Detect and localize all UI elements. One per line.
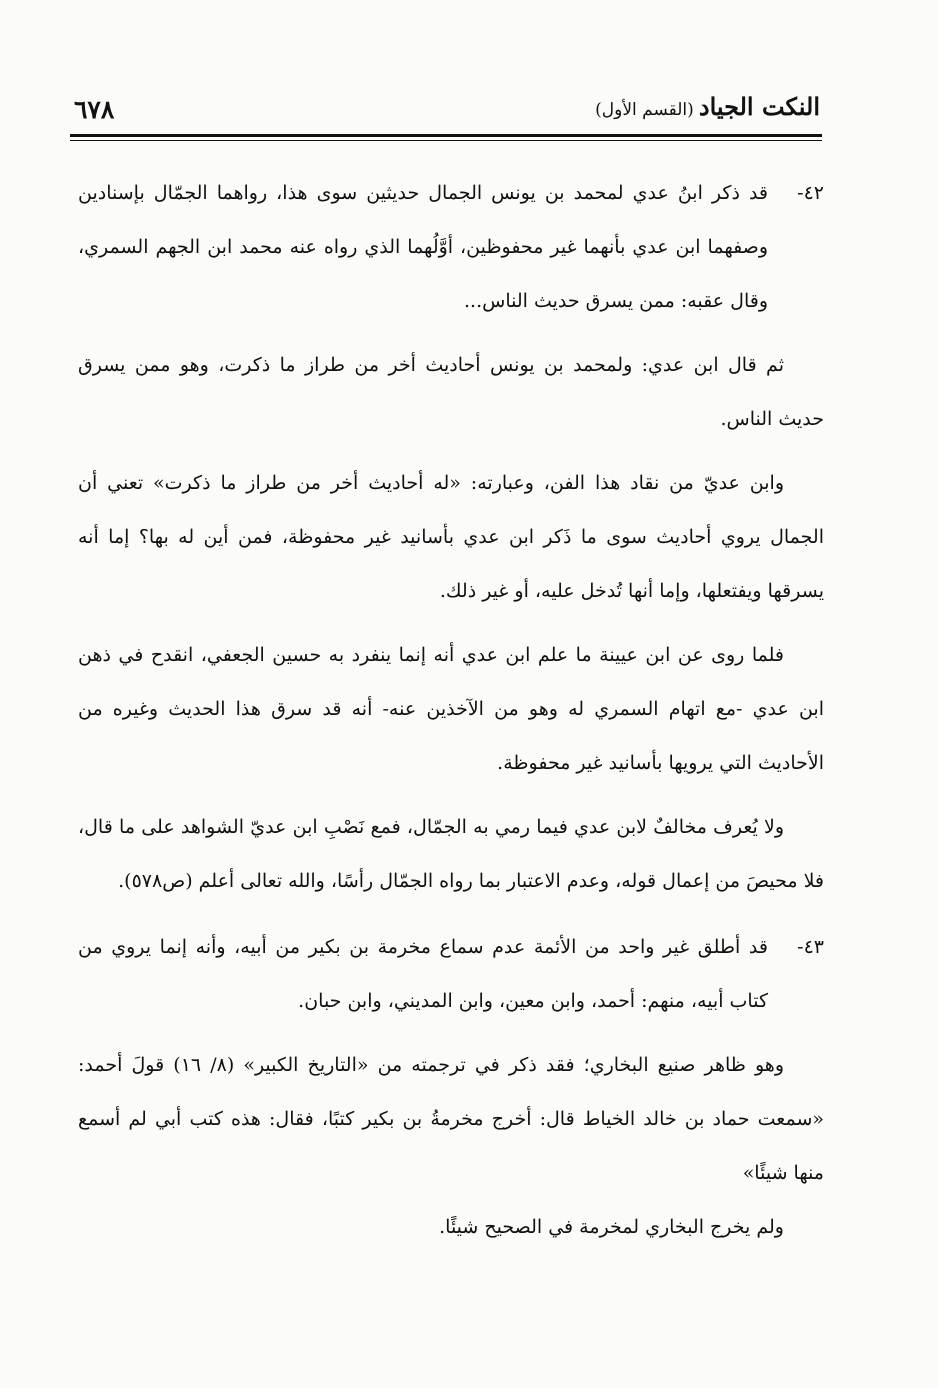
item-text: قد أطلق غير واحد من الأئمة عدم سماع مخرمة بن بكير من أبيه، وأنه إنما يروي من كتاب أبيه، منهم: أحمد، وابن معين، وابن المديني، وابن حبان.: [78, 936, 768, 1012]
page-number: ٦٧٨: [74, 95, 115, 124]
page-header: [74, 88, 820, 128]
item-number: ٤٢-: [797, 182, 824, 204]
paragraph: وابن عديّ من نقاد هذا الفن، وعبارته: «له أحاديث أخر من طراز ما ذكرت» تعني أن الجمال يروي أحاديث سوى ما ذَكر ابن عدي بأسانيد غير محفوظة، فمن أين له بها؟ إما أنه يسرقها ويفتعلها، وإما أنها تُدخل عليه، أو غير ذلك.: [78, 472, 824, 602]
paragraph: ثم قال ابن عدي: ولمحمد بن يونس أحاديث أخر من طراز ما ذكرت، وهو ممن يسرق حديث الناس.: [78, 354, 824, 430]
page-body: [78, 166, 824, 1254]
item-number: ٤٣-: [797, 936, 824, 958]
numbered-item-42: [78, 166, 824, 328]
paragraph: فلما روى عن ابن عيينة ما علم ابن عدي أنه إنما ينفرد به حسين الجعفي، انقدح في ذهن ابن عدي -مع اتهام السمري له وهو من الآخذين عنه- أنه قد سرق هذا الحديث وغيره من الأحاديث التي يرويها بأسانيد غير محفوظة.: [78, 644, 824, 774]
book-section: (القسم الأول): [595, 100, 694, 120]
paragraph: ولم يخرج البخاري لمخرمة في الصحيح شيئًا.: [439, 1216, 784, 1238]
paragraph: ولا يُعرف مخالفٌ لابن عدي فيما رمي به الجمّال، فمع نَصْبِ ابن عديّ الشواهد على ما قال، فلا محيصَ من إعمال قوله، وعدم الاعتبار بما رواه الجمّال رأسًا، والله تعالى أعلم (ص٥٧٨).: [78, 816, 824, 892]
item-text: قد ذكر ابنُ عدي لمحمد بن يونس الجمال حديثين سوى هذا، رواهما الجمّال بإسنادين وصفهما ابن عدي بأنهما غير محفوظين، أوَّلُهما الذي رواه عنه محمد ابن الجهم السمري، وقال عقبه: ممن يسرق حديث الناس...: [78, 182, 768, 312]
book-title: النكت الجياد: [698, 92, 820, 121]
paragraph: وهو ظاهر صنيع البخاري؛ فقد ذكر في ترجمته من «التاريخ الكبير» (٨/ ١٦) قولَ أحمد: «سمعت حماد بن خالد الخياط قال: أخرج مخرمةُ بن بكير كتبًا، فقال: هذه كتب أبي لم أسمع منها شيئًا»: [78, 1054, 824, 1184]
running-title: [595, 89, 820, 128]
header-rule-thick: [70, 134, 822, 137]
numbered-item-43: [78, 920, 824, 1028]
header-rule-thin: [70, 140, 822, 141]
